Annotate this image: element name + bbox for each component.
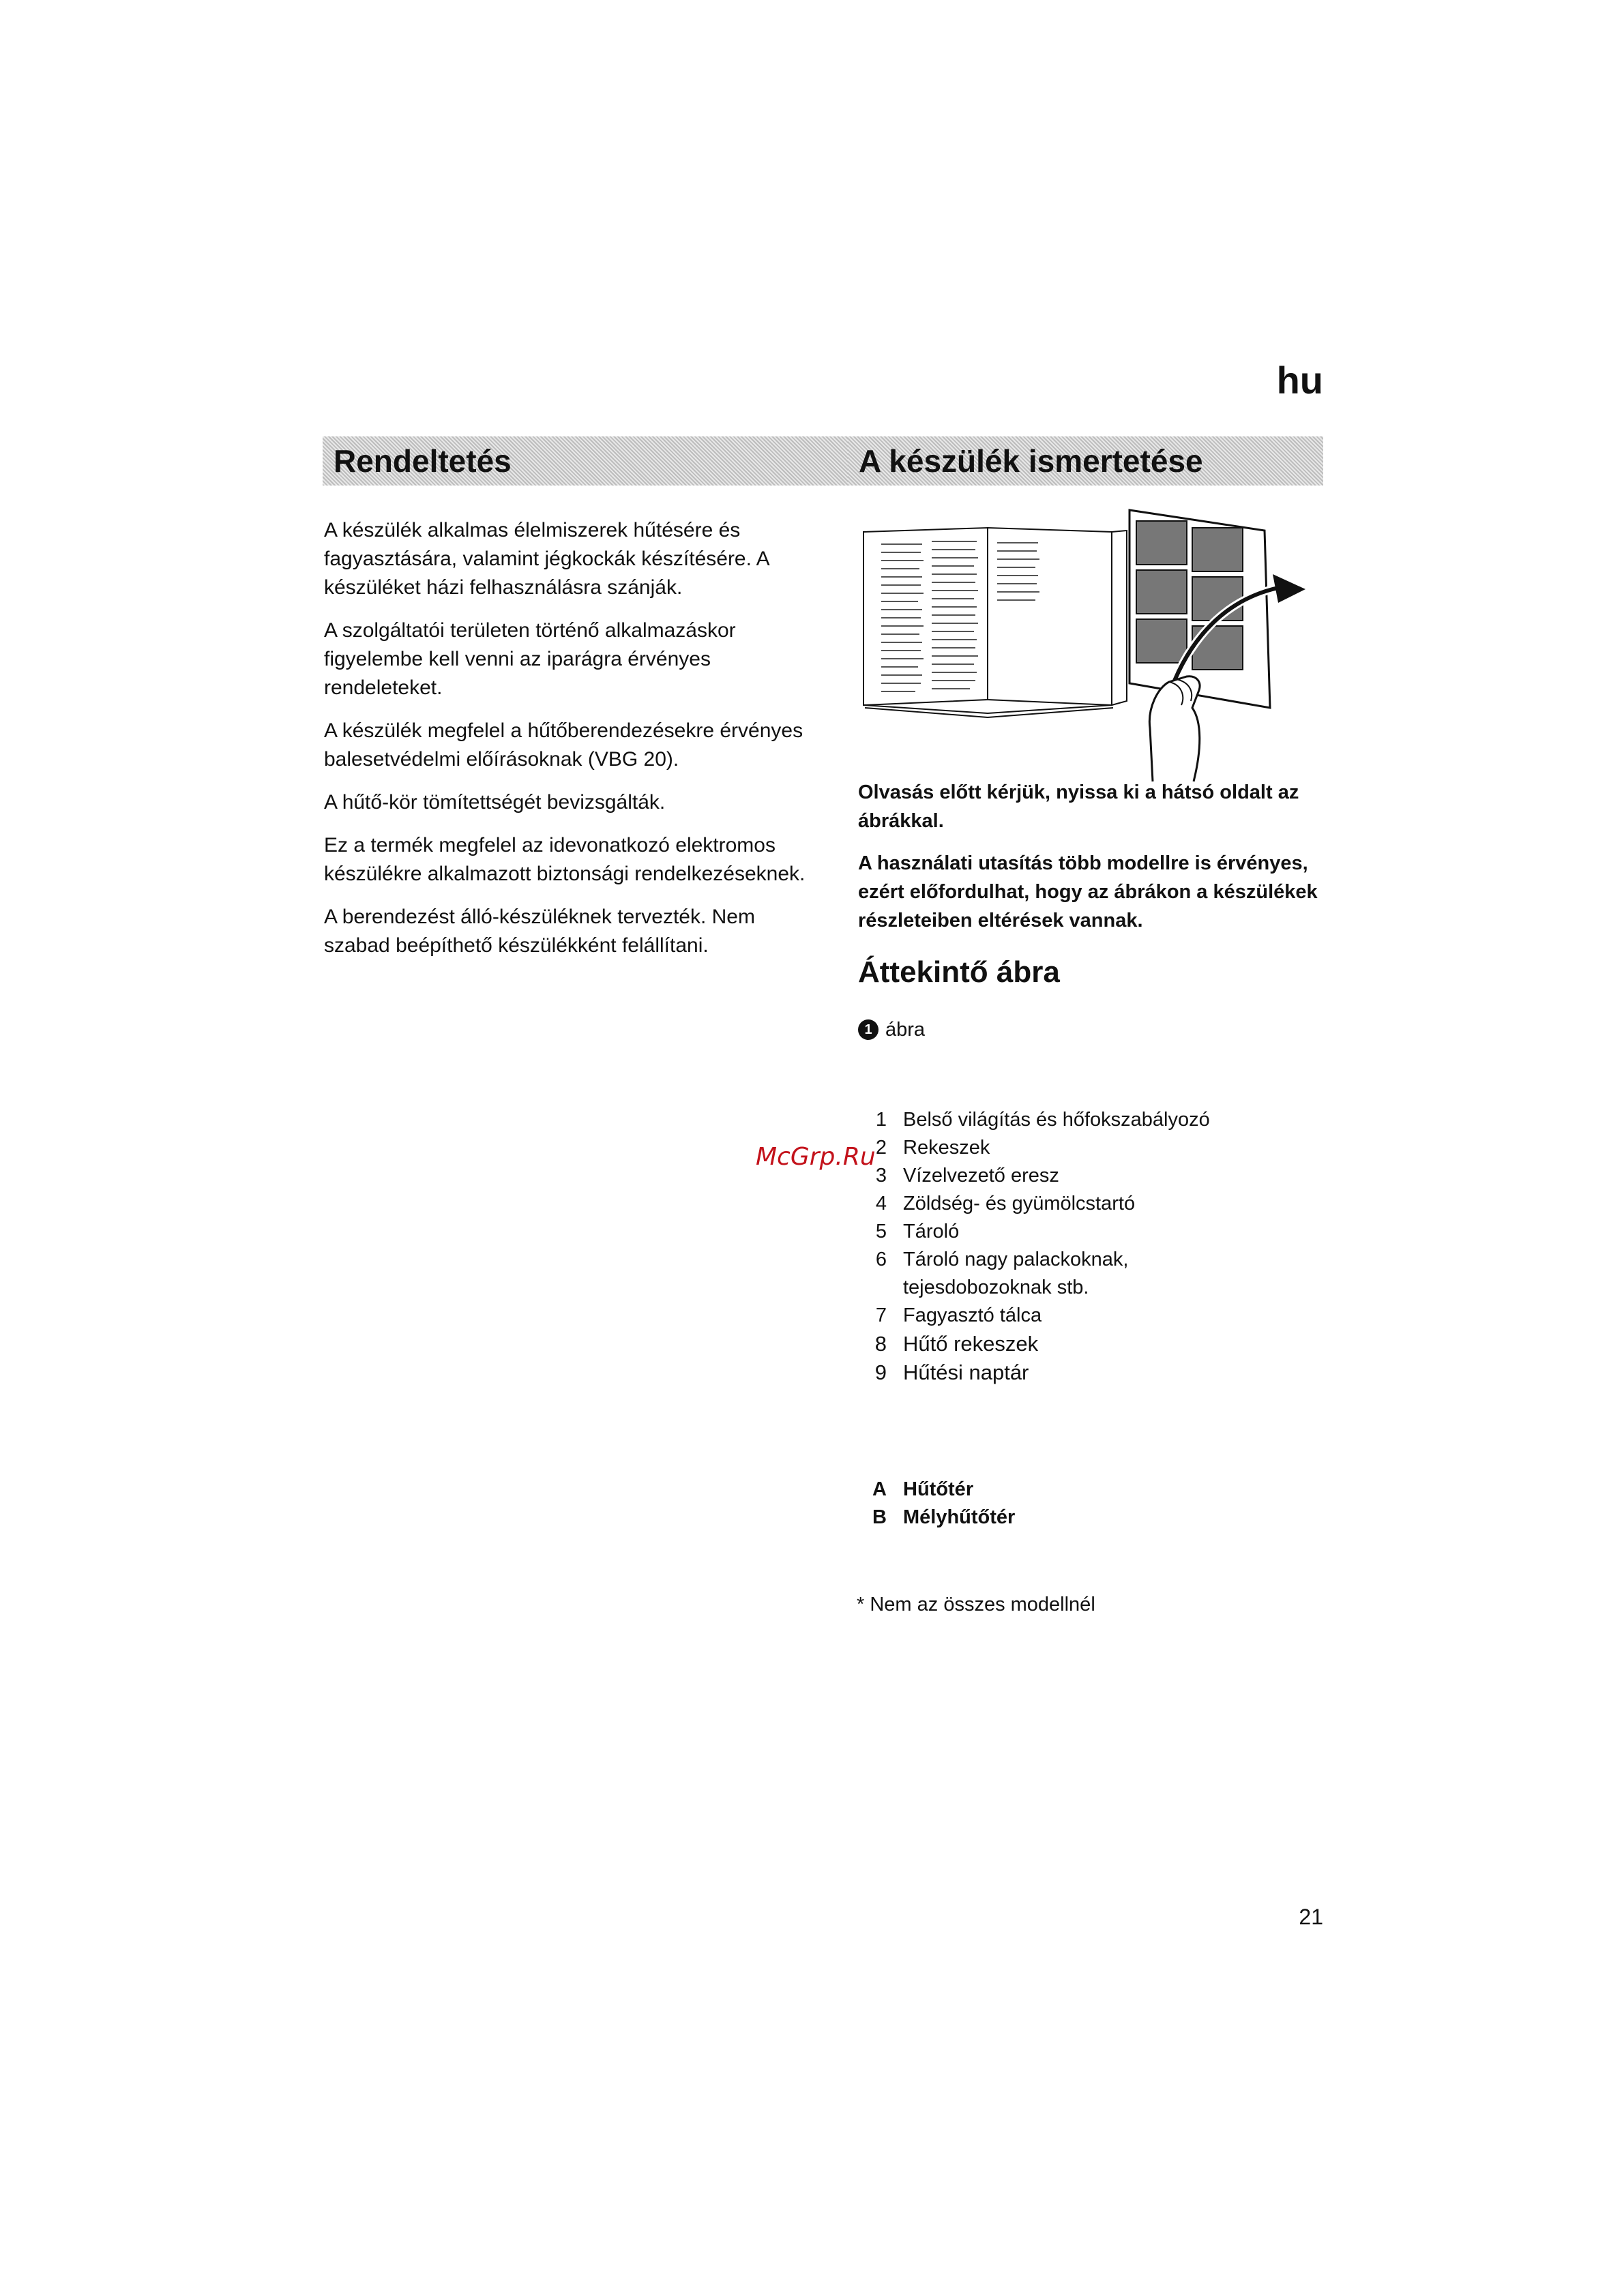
list-item: B Mélyhűtőtér (872, 1506, 1016, 1528)
list-item: 7 Fagyasztó tálca (875, 1304, 1042, 1326)
section-header-description (848, 436, 1323, 486)
watermark: McGrp.Ru (756, 1143, 876, 1171)
list-item: 4 Zöldség- és gyümölcstartó (875, 1193, 1136, 1214)
figure-reference (858, 1015, 1329, 1044)
paragraph: Ez a termék megfelel az idevonatkozó elektromos készülékre alkalmazott biztonsági rendelkezéseknek. (324, 834, 806, 885)
list-item: 5 Tároló (875, 1221, 960, 1242)
section-title-purpose: Rendeltetés (334, 443, 512, 479)
footnote: * Nem az összes modellnél (857, 1594, 1095, 1615)
list-item: 2 Rekeszek (875, 1137, 990, 1159)
instruction-open-foldout: Olvasás előtt kérjük, nyissa ki a hátsó oldalt az ábrákkal. (858, 781, 1299, 832)
list-item: 6 Tároló nagy palackoknak, tejesdobozoknak stb. (875, 1249, 1129, 1298)
paragraph: A készülék megfelel a hűtőberendezésekre érvényes balesetvédelmi előírásoknak (VBG 20). (324, 719, 803, 771)
list-item: A Hűtőtér (872, 1478, 974, 1500)
page-number: 21 (1299, 1905, 1323, 1929)
list-item: 1 Belső világítás és hőfokszabályozó (875, 1109, 1210, 1131)
compartment-list (858, 1476, 1329, 1532)
section-header-purpose (323, 436, 848, 486)
section-title-description: A készülék ismertetése (859, 443, 1203, 479)
parts-list (858, 1106, 1329, 1387)
paragraph: A hűtő-kör tömítettségét bevizsgálták. (324, 791, 666, 814)
figure-number-badge: 1 (858, 1019, 879, 1040)
purpose-text (324, 516, 815, 974)
paragraph: A berendezést álló-készüléknek tervezték. Nem szabad beépíthető készülékként felállítani. (324, 906, 755, 957)
manual-foldout-illustration (861, 503, 1319, 783)
description-column (858, 778, 1329, 1044)
figure-label: ábra (885, 1019, 926, 1041)
list-item: 9 Hűtési naptár (874, 1360, 1029, 1384)
paragraph: A készülék alkalmas élelmiszerek hűtésére és fagyasztására, valamint jégkockák készítésére. A készüléket házi felhasználásra szánják. (324, 519, 769, 599)
list-item: 8 Hűtő rekeszek (874, 1332, 1039, 1356)
overview-heading: Áttekintő ábra (858, 955, 1060, 989)
instruction-model-variation: A használati utasítás több modellre is érvényes, ezért előfordulhat, hogy az ábrákon a készülékek részleteiben eltérések vannak. (858, 852, 1318, 931)
paragraph: A szolgáltatói területen történő alkalmazáskor figyelembe kell venni az iparágra érvényes rendeleteket. (324, 619, 736, 699)
list-item: 3 Vízelvezető eresz (875, 1165, 1059, 1187)
language-tag: hu (1276, 359, 1323, 402)
